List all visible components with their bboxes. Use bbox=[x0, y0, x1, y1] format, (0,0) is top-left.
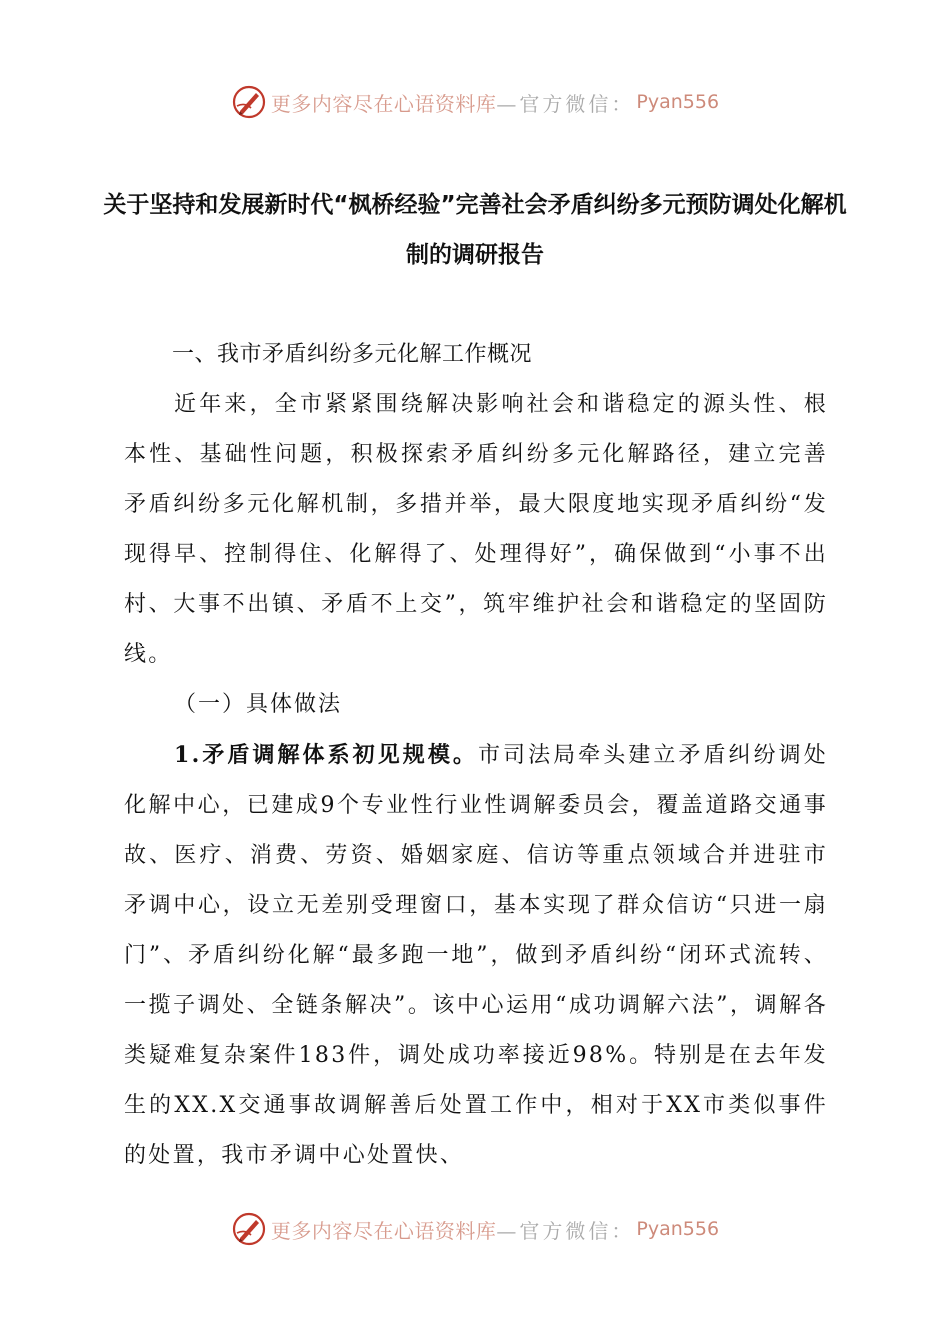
pen-logo-icon bbox=[231, 1211, 267, 1247]
header-watermark bbox=[0, 82, 950, 122]
watermark-official-label: —官方微信： bbox=[496, 1218, 635, 1243]
point-lead: 1.矛盾调解体系初见规模。 bbox=[174, 742, 478, 768]
watermark-official-label: —官方微信： bbox=[496, 91, 635, 116]
document-body bbox=[124, 330, 828, 1181]
document-title: 关于坚持和发展新时代“枫桥经验”完善社会矛盾纠纷多元预防调处化解机制的调研报告 bbox=[103, 192, 847, 268]
subsection-heading: （一）具体做法 bbox=[174, 692, 343, 717]
pen-logo-icon bbox=[231, 84, 267, 120]
watermark-wechat-id: Pyan556 bbox=[636, 1218, 720, 1240]
watermark-brand-text: 更多内容尽在心语资料库 bbox=[270, 91, 497, 116]
watermark-wechat-id: Pyan556 bbox=[636, 91, 720, 113]
watermark-brand-text: 更多内容尽在心语资料库 bbox=[270, 1218, 497, 1243]
point-paragraph bbox=[124, 730, 828, 1181]
section-heading: 一、我市矛盾纠纷多元化解工作概况 bbox=[172, 342, 533, 367]
point-body: 市司法局牵头建立矛盾纠纷调处化解中心，已建成9个专业性行业性调解委员会，覆盖道路交通事故、医疗、消费、劳资、婚姻家庭、信访等重点领域合并进驻市矛调中心，设立无差别受理窗口，基本实现了群众信访“只进一扇门”、矛盾纠纷化解“最多跑一地”，做到矛盾纠纷“闭环式流转、一揽子调处、全链条解决”。该中心运用“成功调解六法”，调解各类疑难复杂案件183件，调处成功率接近98%。特别是在去年发生的XX.X交通事故调解善后处置工作中，相对于XX市类似事件的处置，我市矛调中心处置快、 bbox=[124, 743, 828, 1168]
intro-paragraph: 近年来，全市紧紧围绕解决影响社会和谐稳定的源头性、根本性、基础性问题，积极探索矛盾纠纷多元化解路径，建立完善矛盾纠纷多元化解机制，多措并举，最大限度地实现矛盾纠纷“发现得早、控制得住、化解得了、处理得好”，确保做到“小事不出村、大事不出镇、矛盾不上交”，筑牢维护社会和谐稳定的坚固防线。 bbox=[124, 392, 828, 667]
footer-watermark bbox=[0, 1209, 950, 1249]
